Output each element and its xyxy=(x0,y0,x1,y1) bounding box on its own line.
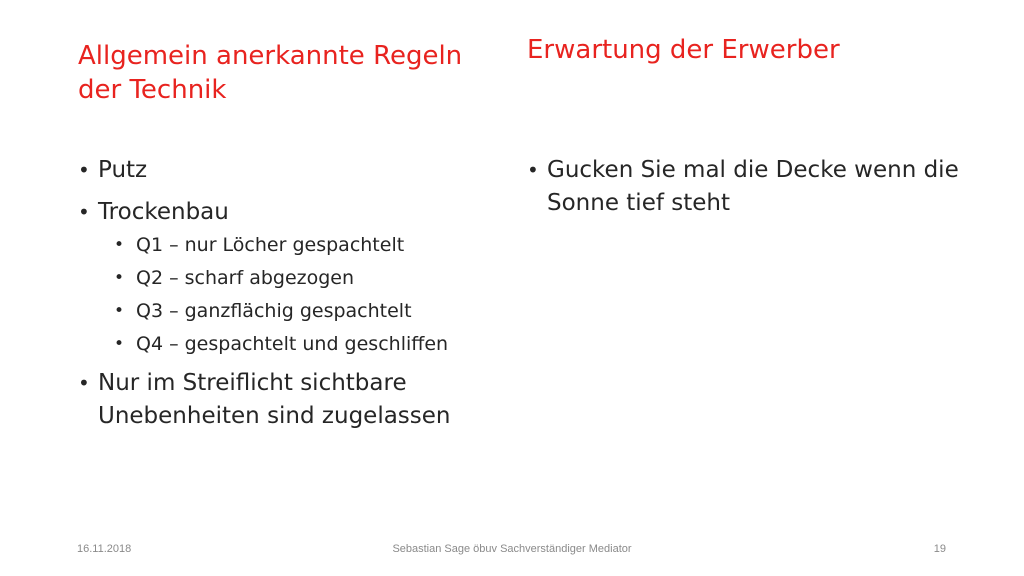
right-column xyxy=(523,154,963,229)
page-number: 19 xyxy=(933,543,946,555)
sub-bullet-q4: • Q4 – gespachtelt und geschliffen xyxy=(74,331,494,357)
trockenbau-sub-list xyxy=(74,232,494,357)
footer-author: Sebastian Sage öbuv Sachverständiger Mediator xyxy=(392,543,632,555)
right-title: Erwartung der Erwerber xyxy=(527,35,840,65)
left-title: Allgemein anerkannte Regeln der Technik xyxy=(78,41,463,105)
footer-date: 16.11.2018 xyxy=(77,543,132,555)
sub-bullet-q3: • Q3 – ganzflächig gespachtelt xyxy=(74,298,494,324)
sub-bullet-q2: • Q2 – scharf abgezogen xyxy=(74,265,494,291)
bullet-trockenbau: • Trockenbau xyxy=(74,196,494,229)
bullet-putz: • Putz xyxy=(74,154,494,187)
left-column xyxy=(74,154,494,442)
bullet-gucken: • Gucken Sie mal die Decke wenn die Sonne tief steht xyxy=(523,154,963,220)
bullet-streiflicht: • Nur im Streiflicht sichtbare Unebenheiten sind zugelassen xyxy=(74,367,494,433)
sub-bullet-q1: • Q1 – nur Löcher gespachtelt xyxy=(74,232,494,258)
